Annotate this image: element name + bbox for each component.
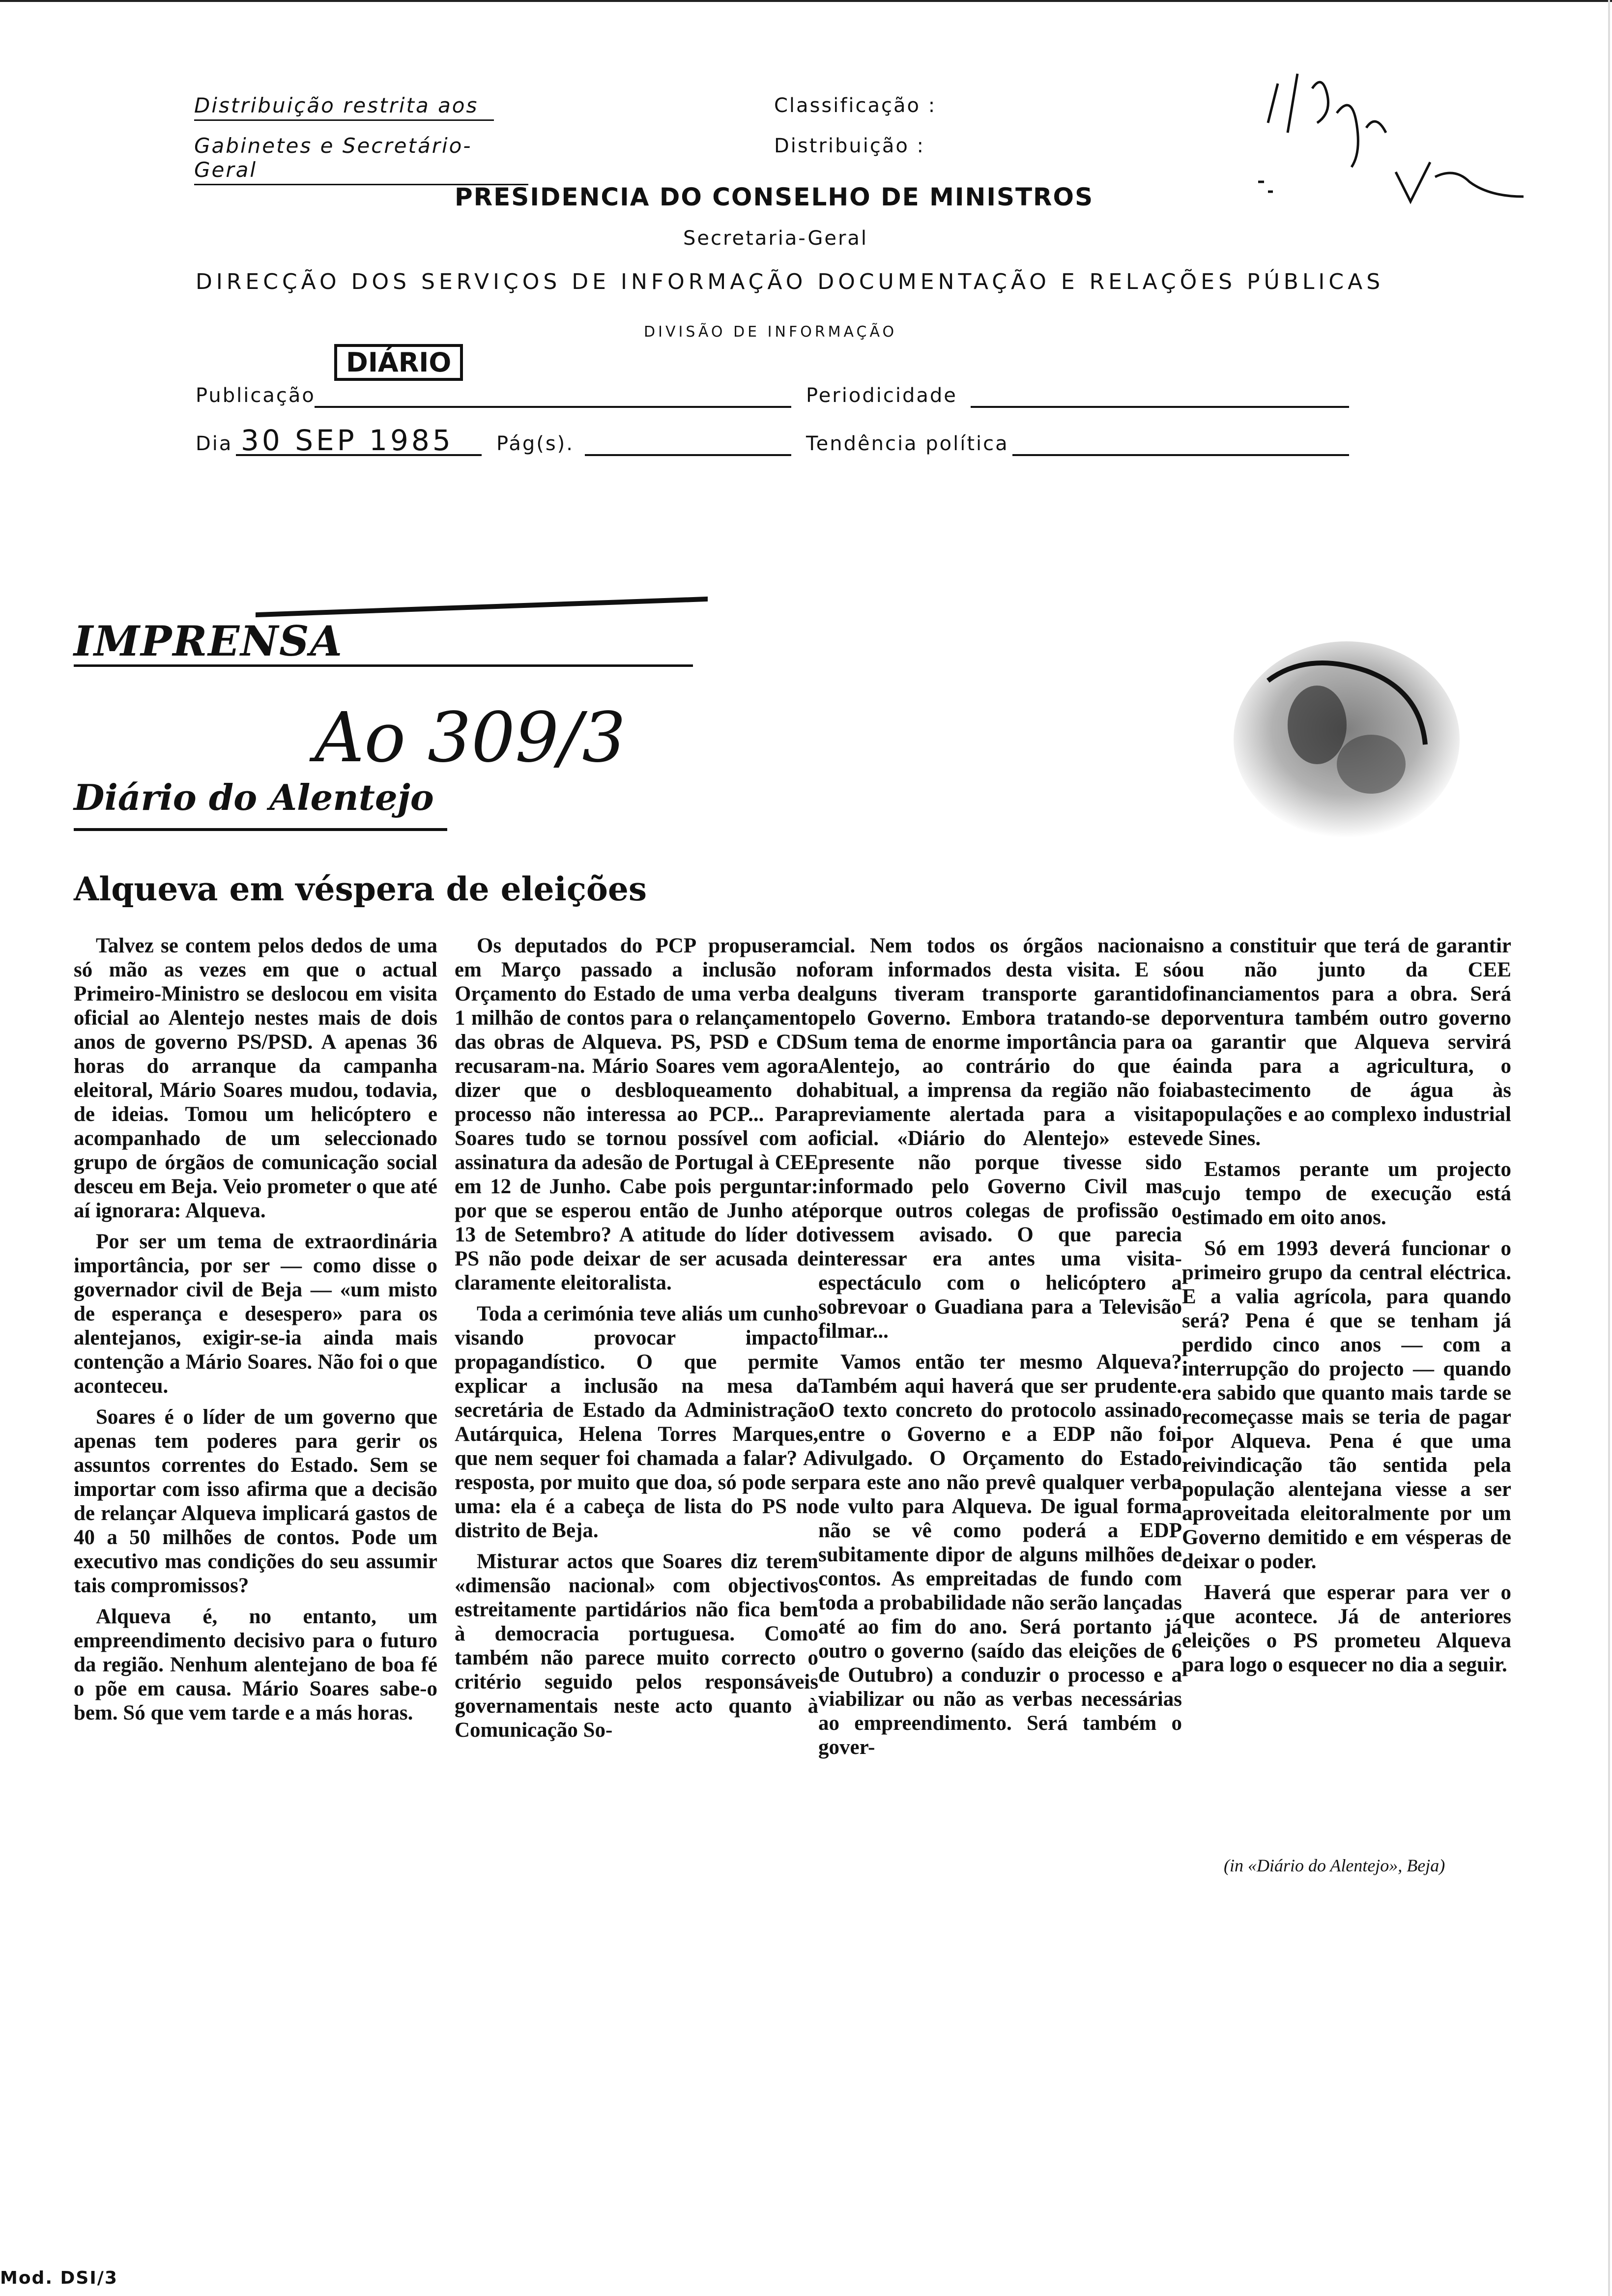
form-code: Mod. DSI/3 <box>0 2268 118 2288</box>
column-4-paragraph-1: no a constituir que terá de garantir ou não junto da CEE financiamentos para a obra. Será porventura também outro governo a garantir que Alqueva servirá ainda para a agricultura, o abastecimento de água às populações e ao complexo industrial de Sines. <box>1182 934 1511 1150</box>
column-3-paragraph-2: Vamos então ter mesmo Alqueva? Também aqui haverá que ser prudente. O texto concreto do protocolo assinado entre o Governo e a EDP não foi divulgado. O Orçamento do Estado para este ano não prevê qualquer verba de vulto para Alqueva. De igual forma não se vê como poderá a EDP subitamente dipor de alguns milhões de contos. As empreitadas de fundo com toda a probabilidade não serão lançadas até ao fim do ano. Será portanto já outro o governo (saído das eleições de 6 de Outubro) a conduzir o processo e a viabilizar ou não as verbas necessárias ao empreendimento. Será também o gover- <box>818 1350 1182 1759</box>
column-2-paragraph-1: Os deputados do PCP propuseram em Março passado a inclusão no Orçamento do Estado de uma verba de 1 milhão de contos para o relançamento das obras de Alqueva. PS, PSD e CDS recusaram-na. Mário Soares vem agora dizer que o desbloqueamento do processo não interessa ao PCP... Para Soares tudo se tornou possível com a assinatura da adesão de Portugal à CEE em 12 de Junho. Cabe pois perguntar: por que se esperou então de Junho até 13 de Setembro? A atitude do líder do PS não pode deixar de ser acusada de claramente eleitoralista. <box>455 934 818 1294</box>
pags-line <box>585 454 791 456</box>
newspaper-rule <box>74 828 447 831</box>
page-title: PRESIDENCIA DO CONSELHO DE MINISTROS <box>455 183 1094 211</box>
pags-label: Pág(s). <box>496 432 574 455</box>
publicacao-line <box>315 406 791 408</box>
tendencia-line <box>1012 454 1349 456</box>
distribuicao-label: Distribuição : <box>774 135 925 157</box>
article-column-2 <box>455 934 818 1749</box>
handwritten-reference: Ao 309/3 <box>315 698 626 778</box>
publicacao-stamp: DIÁRIO <box>334 344 463 381</box>
periodicidade-label: Periodicidade <box>806 384 957 407</box>
page-subtitle: Secretaria-Geral <box>683 227 868 250</box>
column-1-paragraph-4: Alqueva é, no entanto, um empreendimento decisivo para o futuro da região. Nenhum alentejano de boa fé o põe em causa. Mário Soares sabe-o bem. Só que vem tarde e a más horas. <box>74 1605 437 1724</box>
classificacao-label: Classificação : <box>774 94 937 117</box>
column-4-paragraph-3: Só em 1993 deverá funcionar o primeiro grupo da central eléctrica. E a valia agrícola, para quando será? Pena é que se tenham já perdido cinco anos — com a interrupção do projecto — quando era sabido que quanto mais tarde se recomeçasse mais se teria de pagar por Alqueva. Pena é que uma reivindicação tão sentida pela população alentejana viesse a ser aproveitada eleitoralmente por um Governo demitido e em vésperas de deixar o poder. <box>1182 1237 1511 1573</box>
direction-line: DIRECÇÃO DOS SERVIÇOS DE INFORMAÇÃO DOCUMENTAÇÃO E RELAÇÕES PÚBLICAS <box>196 269 1384 294</box>
distribution-line-2: Gabinetes e Secretário-Geral <box>194 134 528 185</box>
article-column-3 <box>818 934 1182 1766</box>
article-headline: Alqueva em véspera de eleições <box>74 870 647 908</box>
newspaper-name: Diário do Alentejo <box>74 776 434 818</box>
article-column-4 <box>1182 934 1511 1684</box>
article-credit: (in «Diário do Alentejo», Beja) <box>1224 1856 1445 1875</box>
column-1-paragraph-2: Por ser um tema de extraordinária importância, por ser — como disse o governador civil de Beja — «um misto de esperança e desespero» para os alentejanos, exigir-se-ia ainda mais contenção a Mário Soares. Não foi o que aconteceu. <box>74 1230 437 1398</box>
column-1-paragraph-3: Soares é o líder de um governo que apenas tem poderes para gerir os assuntos correntes do Estado. Sem se importar com isso afirma que a decisão de relançar Alqueva implicará gastos de 40 a 50 milhões de contos. Pode um executivo mas condições do seu assumir tais compromissos? <box>74 1406 437 1597</box>
column-3-paragraph-1: cial. Nem todos os órgãos nacionais foram informados desta visita. E só alguns tiveram transporte garantido pelo Governo. Embora tratando-se de um tema de enorme importância para o Alentejo, ao contrário do que é habitual, a imprensa da região não foi previamente alertada para a visita oficial. «Diário do Alentejo» esteve presente não porque tivesse sido informado pelo Governo Civil mas porque outros colegas de profissão o tivessem avisado. O que parecia interessar era antes uma visita-espectáculo com o helicóptero a sobrevoar o Guadiana para a Televisão filmar... <box>818 934 1182 1343</box>
dia-label: Dia <box>196 432 233 455</box>
division-line: DIVISÃO DE INFORMAÇÃO <box>644 323 897 341</box>
column-1-paragraph-1: Talvez se contem pelos dedos de uma só mão as vezes em que o actual Primeiro-Ministro se deslocou em visita oficial ao Alentejo nestes mais de dois anos de governo PS/PSD. A apenas 36 horas do arranque da campanha eleitoral, Mário Soares mudou, todavia, de ideias. Tomou um helicóptero e acompanhado de um seleccionado grupo de órgãos de comunicação social desceu em Beja. Veio prometer o que até aí ignorara: Alqueva. <box>74 934 437 1222</box>
scan-border-right <box>1608 0 1610 2296</box>
handwritten-initials <box>1248 54 1533 216</box>
column-4-paragraph-4: Haverá que esperar para ver o que acontece. Já de anteriores eleições o PS prometeu Alqueva para logo o esquecer no dia a seguir. <box>1182 1581 1511 1676</box>
publicacao-label: Publicação <box>196 384 316 407</box>
column-2-paragraph-2: Toda a cerimónia teve aliás um cunho visando provocar impacto propagandístico. O que permite explicar a inclusão na mesa da secretária de Estado da Administração Autárquica, Helena Torres Marques, que nem sequer foi chamada a falar? A resposta, por muito que doa, só pode ser uma: ela é a cabeça de lista do PS no distrito de Beja. <box>455 1302 818 1542</box>
dia-line <box>236 454 482 456</box>
column-2-paragraph-3: Misturar actos que Soares diz terem «dimensão nacional» com objectivos estreitamente partidários não fica bem à democracia portuguesa. Como também não parece muito correcto o critério seguido pelos responsáveis governamentais neste acto quanto à Comunicação So- <box>455 1550 818 1742</box>
imprensa-rule <box>256 597 708 617</box>
dia-stamp: 30 SEP 1985 <box>241 424 454 457</box>
column-4-paragraph-2: Estamos perante um projecto cujo tempo de execução está estimado em oito anos. <box>1182 1158 1511 1229</box>
section-imprensa: IMPRENSA <box>74 617 343 665</box>
distribution-line-1: Distribuição restrita aos <box>194 93 494 121</box>
tendencia-label: Tendência política <box>806 432 1009 455</box>
article-column-1 <box>74 934 437 1732</box>
periodicidade-line <box>971 406 1349 408</box>
scan-border-top <box>0 0 1612 2</box>
article-photo <box>1209 636 1504 862</box>
imprensa-rule-2 <box>74 664 693 667</box>
